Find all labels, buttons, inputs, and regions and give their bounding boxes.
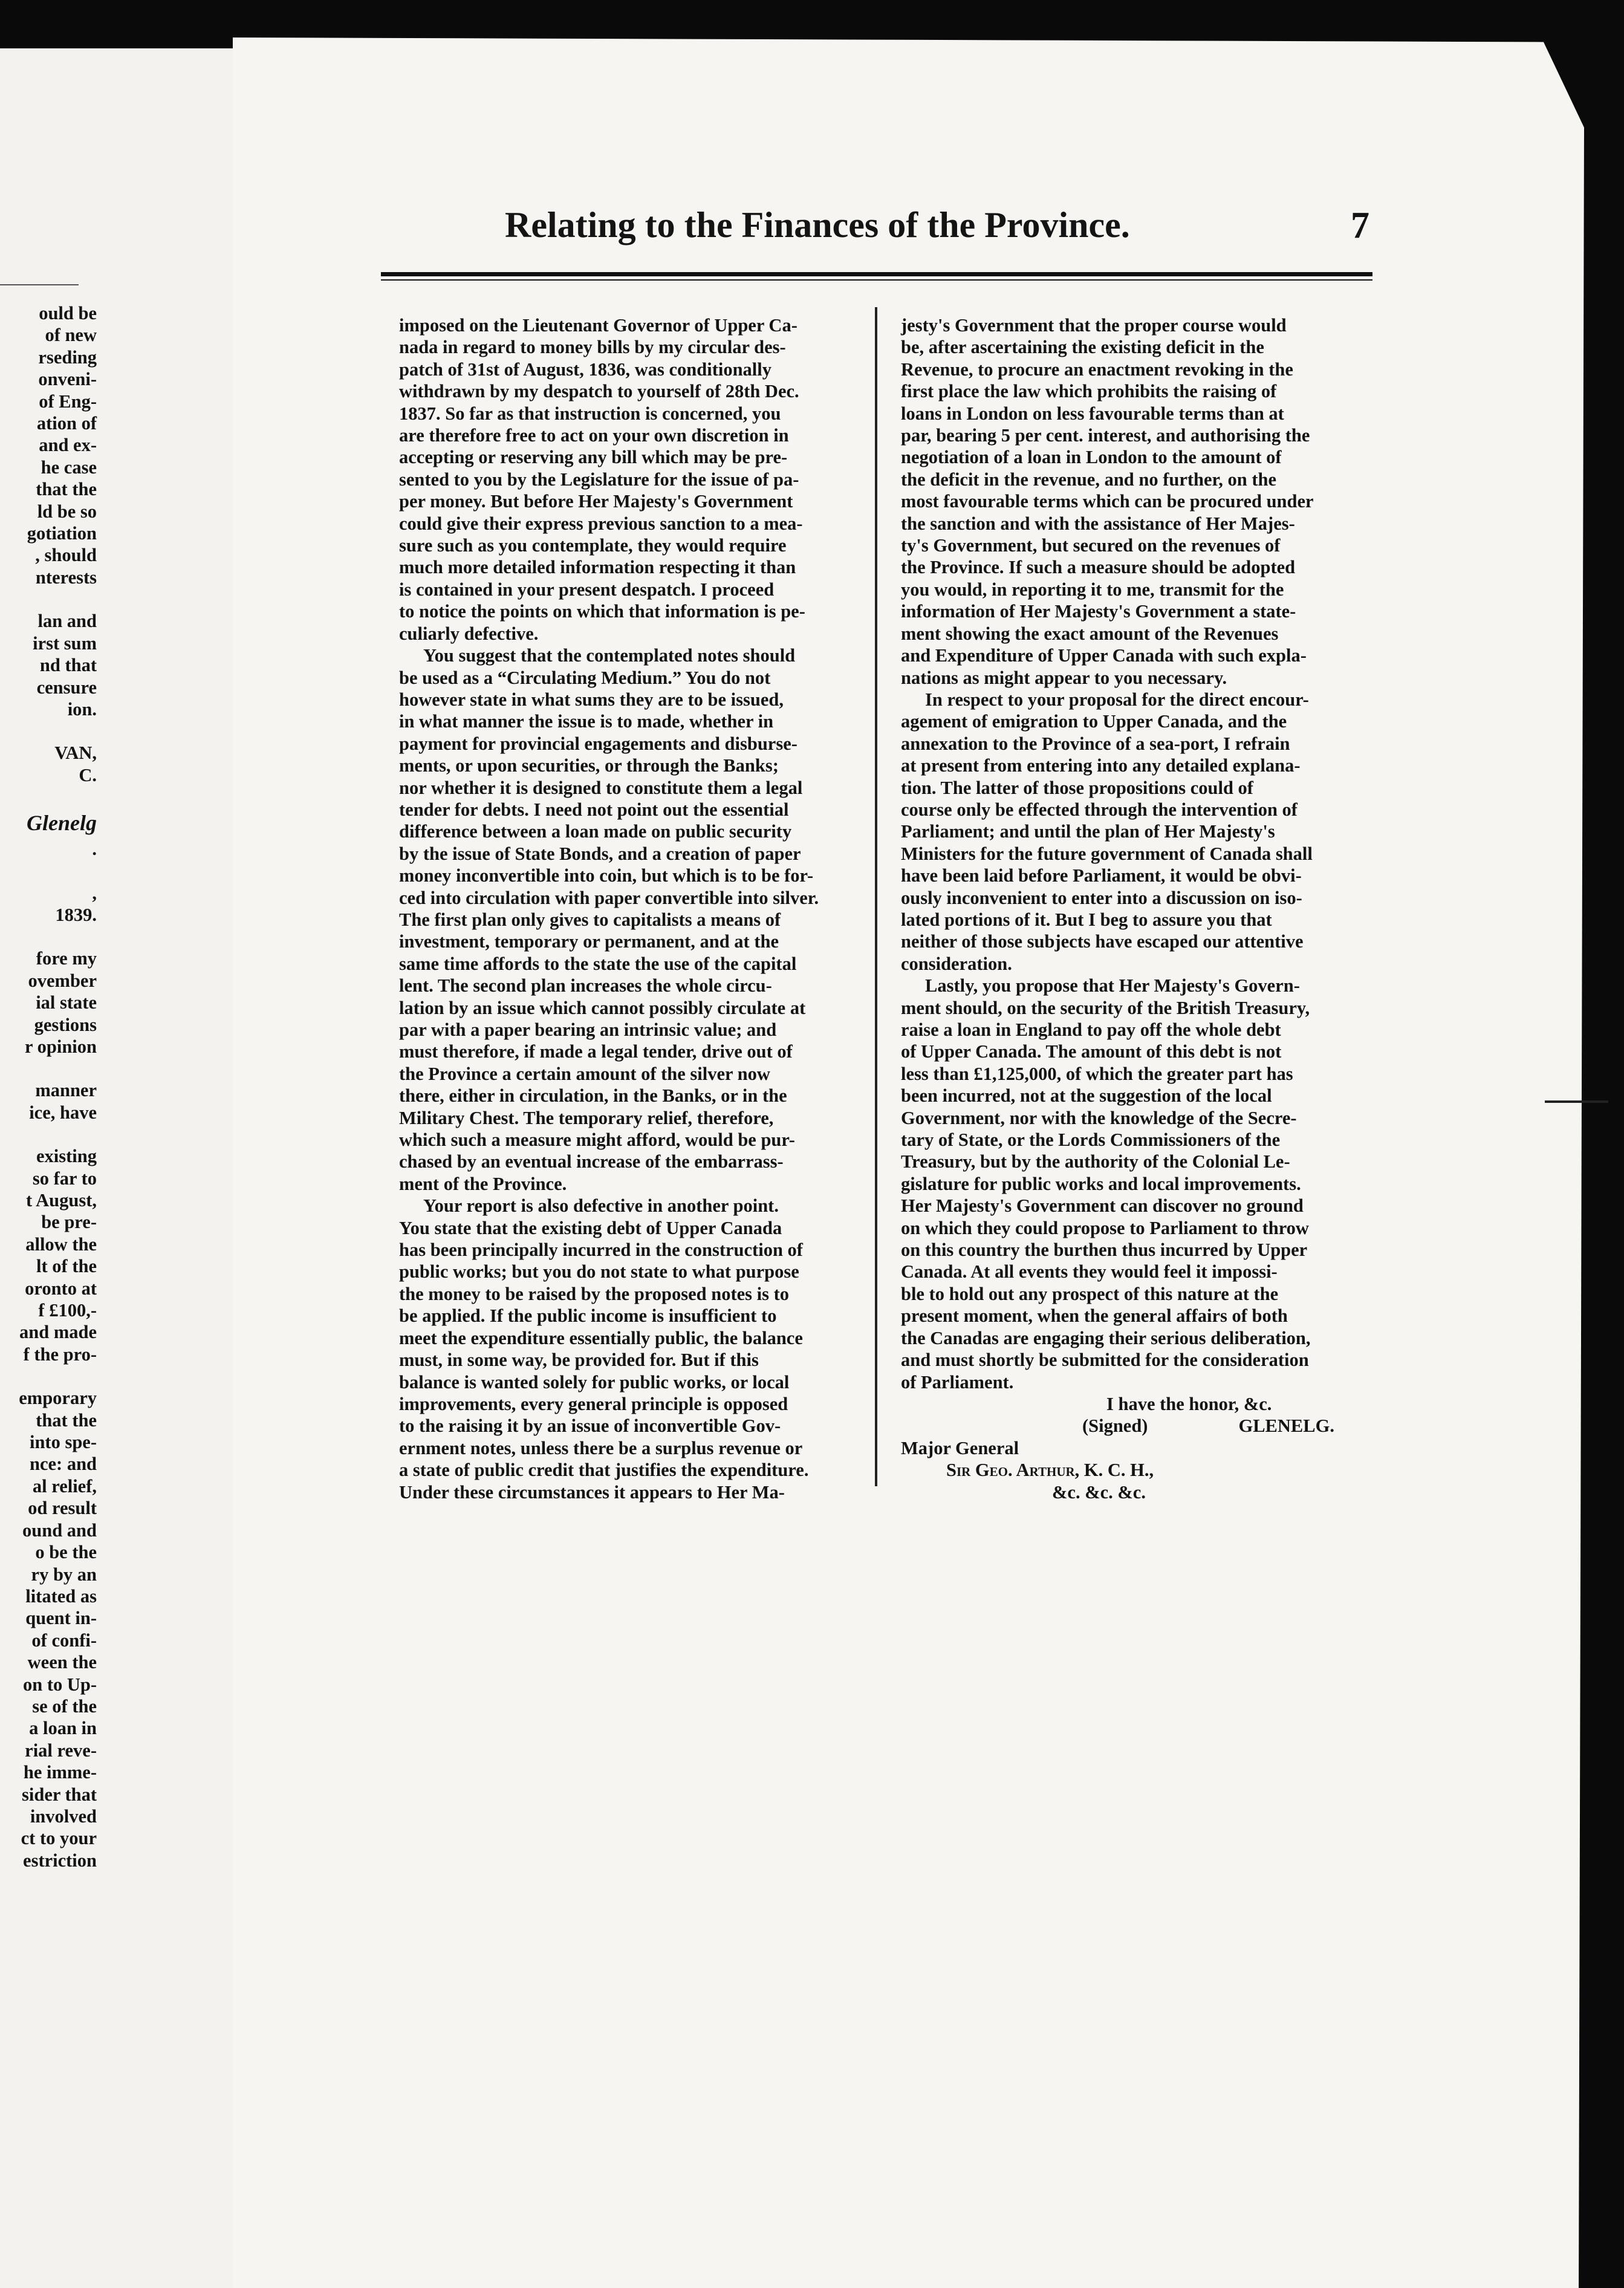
text-line: negotiation of a loan in London to the amount of (901, 447, 1282, 468)
margin-fragment: that the (36, 479, 97, 500)
text-line: in what manner the issue is to made, whether in (399, 711, 774, 732)
margin-fragment: he case (41, 457, 97, 478)
margin-fragment: of Eng- (39, 391, 97, 412)
margin-fragment: censure (36, 677, 97, 698)
text-line: You suggest that the contemplated notes should (423, 645, 796, 666)
text-line: ernment notes, unless there be a surplus revenue or (399, 1437, 803, 1458)
text-line: Ministers for the future government of Canada shall (901, 843, 1313, 864)
text-line: ble to hold out any prospect of this nature at the (901, 1283, 1279, 1304)
margin-fragment: ween the (27, 1652, 97, 1673)
margin-fragment: quent in- (25, 1608, 97, 1629)
margin-fragment (0, 720, 97, 742)
signed-line (901, 1415, 1359, 1437)
text-line: culiarly defective. (399, 623, 539, 644)
text-line: be used as a “Circulating Medium.” You do not (399, 667, 771, 688)
page-crease (1545, 1100, 1608, 1103)
text-line: which such a measure might afford, would be pur- (399, 1129, 795, 1151)
text-line: consideration. (901, 953, 1012, 974)
margin-fragment: nd that (39, 655, 97, 676)
text-line: money inconvertible into coin, but which is to be for- (399, 865, 814, 886)
text-line: gislature for public works and local improvements. (901, 1173, 1301, 1194)
text-line: and must shortly be submitted for the consideration (901, 1350, 1309, 1371)
text-line: are therefore free to act on your own discretion in (399, 425, 789, 446)
margin-fragment: ion. (67, 698, 97, 720)
margin-fragment: so far to (32, 1168, 97, 1189)
margin-fragment: he imme- (23, 1762, 97, 1783)
text-line: nor whether it is designed to constitute them a legal (399, 777, 803, 798)
text-line: sented to you by the Legislature for the issue of pa- (399, 469, 799, 490)
text-line: tary of State, or the Lords Commissioners of the (901, 1129, 1281, 1151)
margin-fragment (0, 588, 97, 610)
text-line: Parliament; and until the plan of Her Majesty's (901, 821, 1275, 842)
text-line: present moment, when the general affairs of both (901, 1305, 1288, 1327)
text-line: Canada. At all events they would feel it impossi- (901, 1261, 1278, 1282)
margin-fragment: allow the (25, 1233, 97, 1255)
header-rule-thick (381, 272, 1372, 276)
text-line: investment, temporary or permanent, and at the (399, 931, 779, 952)
text-line: par, bearing 5 per cent. interest, and authorising the (901, 425, 1310, 446)
text-line: you would, in reporting it to me, transmit for the (901, 579, 1284, 600)
text-line: must therefore, if made a legal tender, drive out of (399, 1041, 793, 1062)
text-line: agement of emigration to Upper Canada, and the (901, 711, 1287, 732)
margin-fragment: Glenelg (27, 811, 97, 836)
text-line: the Province. If such a measure should be adopted (901, 557, 1296, 578)
text-line: Revenue, to procure an enactment revoking in the (901, 359, 1293, 380)
text-line: ment showing the exact amount of the Revenues (901, 623, 1279, 644)
text-line: however state in what sums they are to be issued, (399, 689, 784, 710)
text-line: there, either in circulation, in the Banks, or in the (399, 1085, 787, 1107)
margin-fragment: a loan in (29, 1718, 97, 1739)
page-header (505, 204, 1369, 265)
text-line: be, after ascertaining the existing deficit in the (901, 337, 1264, 358)
text-line: Military Chest. The temporary relief, therefore, (399, 1107, 774, 1128)
margin-fragment: al relief, (32, 1475, 97, 1497)
margin-fragment: of new (45, 325, 97, 346)
margin-fragment: gotiation (27, 523, 97, 544)
text-line: tion. The latter of those propositions could of (901, 777, 1253, 798)
addressee-line-2: Sir Geo. Arthur, K. C. H., (946, 1460, 1154, 1481)
margin-fragment (0, 1365, 97, 1387)
text-line: In respect to your proposal for the direct encour- (925, 689, 1309, 710)
text-line: on which they could propose to Parliament to throw (901, 1217, 1309, 1238)
margin-fragment: ice, have (29, 1102, 97, 1123)
text-line: par with a paper bearing an intrinsic value; and (399, 1019, 777, 1040)
text-line: first place the law which prohibits the raising of (901, 381, 1277, 402)
text-line: less than £1,125,000, of which the greater part has (901, 1063, 1293, 1084)
text-line: to the raising it by an issue of inconvertible Gov- (399, 1415, 781, 1437)
margin-fragment: that the (36, 1409, 97, 1431)
text-line: of Upper Canada. The amount of this debt is not (901, 1041, 1282, 1062)
margin-fragment: gestions (34, 1014, 97, 1035)
text-line: must, in some way, be provided for. But if this (399, 1350, 759, 1371)
text-line: the Canadas are engaging their serious deliberation, (901, 1327, 1311, 1348)
header-rule-thin (381, 279, 1372, 281)
margin-fragment: be pre- (41, 1212, 97, 1233)
signatory-name: GLENELG. (1238, 1415, 1334, 1437)
margin-fragment (0, 786, 97, 808)
text-line: Treasury, but by the authority of the Colonial Le- (901, 1151, 1290, 1172)
margin-fragment: sider that (22, 1784, 97, 1805)
text-line: of Parliament. (901, 1371, 1014, 1393)
addressee-line-3: &c. &c. &c. (1052, 1481, 1146, 1503)
margin-fragment: ovember (28, 970, 97, 991)
text-line: ously inconvenient to enter into a discussion on iso- (901, 887, 1302, 908)
signed-label: (Signed) (1082, 1415, 1148, 1437)
text-line: raise a loan in England to pay off the whole debt (901, 1019, 1281, 1040)
text-line: has been principally incurred in the construction of (399, 1240, 803, 1261)
text-line: Your report is also defective in another point. (423, 1195, 779, 1217)
margin-fragment: involved (30, 1805, 97, 1827)
left-page-rule (0, 284, 79, 285)
margin-fragment: emporary (19, 1388, 97, 1409)
margin-fragment: rseding (38, 346, 97, 368)
text-line: balance is wanted solely for public works, or local (399, 1371, 790, 1393)
text-line: Under these circumstances it appears to Her Ma- (399, 1481, 785, 1503)
margin-fragment: r opinion (25, 1036, 97, 1057)
margin-fragment: ial state (36, 992, 97, 1013)
text-line: at present from entering into any detailed explana- (901, 755, 1301, 776)
margin-fragment: . (92, 839, 97, 860)
margin-fragment: manner (35, 1080, 97, 1101)
text-line: neither of those subjects have escaped our attentive (901, 931, 1304, 952)
text-line: on this country the burthen thus incurred by Upper (901, 1240, 1308, 1261)
text-line: ced into circulation with paper convertible into silver. (399, 887, 819, 908)
margin-fragment: f £100,- (38, 1300, 97, 1321)
margin-fragment: , should (35, 545, 97, 566)
signature-block (901, 1393, 1359, 1503)
text-line: accepting or reserving any bill which may be pre- (399, 447, 788, 468)
margin-fragment: ct to your (21, 1828, 97, 1849)
right-text-column (901, 314, 1359, 1503)
margin-fragment: litated as (25, 1585, 97, 1607)
margin-fragment: se of the (32, 1695, 97, 1717)
text-line: meet the expenditure essentially public, the balance (399, 1327, 803, 1348)
text-line: nada in regard to money bills by my circular des- (399, 337, 786, 358)
margin-fragment (0, 926, 97, 947)
text-line: to notice the points on which that information is pe- (399, 601, 805, 622)
text-line: lent. The second plan increases the whole circu- (399, 975, 772, 996)
margin-fragment: od result (28, 1498, 97, 1519)
margin-fragment: irst sum (33, 632, 97, 654)
margin-fragment: VAN, (54, 743, 97, 764)
text-line: could give their express previous sanction to a mea- (399, 513, 803, 534)
text-line: loans in London on less favourable terms than at (901, 403, 1284, 424)
text-line: imposed on the Lieutenant Governor of Upper Ca- (399, 315, 797, 336)
margin-fragment: of confi- (31, 1630, 97, 1651)
text-line: information of Her Majesty's Government a state- (901, 601, 1296, 622)
left-page-text-fragments (0, 302, 97, 1871)
text-line: the sanction and with the assistance of Her Majes- (901, 513, 1295, 534)
text-line: improvements, every general principle is opposed (399, 1393, 788, 1414)
right-column-body (901, 314, 1359, 1393)
margin-fragment: lt of the (36, 1256, 97, 1277)
margin-fragment: and ex- (39, 435, 97, 456)
text-line: the money to be raised by the proposed notes is to (399, 1283, 790, 1304)
text-line: public works; but you do not state to what purpose (399, 1261, 799, 1282)
text-line: lation by an issue which cannot possibly circulate at (399, 997, 806, 1018)
text-line: chased by an eventual increase of the embarrass- (399, 1151, 784, 1172)
margin-fragment: f the pro- (23, 1344, 97, 1365)
text-line: by the issue of State Bonds, and a creation of paper (399, 843, 801, 864)
text-line: withdrawn by my despatch to yourself of 28th Dec. (399, 381, 799, 402)
margin-fragment: fore my (36, 948, 97, 969)
text-line: been incurred, not at the suggestion of the local (901, 1085, 1272, 1107)
text-line: ment of the Province. (399, 1173, 567, 1194)
text-line: lated portions of it. But I beg to assure you that (901, 909, 1272, 930)
margin-fragment: t August, (26, 1190, 97, 1211)
margin-fragment: onveni- (38, 369, 97, 390)
text-line: payment for provincial engagements and disburse- (399, 733, 797, 754)
margin-fragment: on to Up- (22, 1674, 97, 1695)
text-line: be applied. If the public income is insufficient to (399, 1305, 777, 1327)
margin-fragment (0, 1058, 97, 1079)
text-line: Government, nor with the knowledge of the Secre- (901, 1107, 1297, 1128)
margin-fragment: C. (79, 764, 97, 785)
text-line: patch of 31st of August, 1836, was conditionally (399, 359, 772, 380)
margin-fragment: ry by an (31, 1564, 97, 1585)
closing-line: I have the honor, &c. (1106, 1393, 1272, 1414)
text-line: a state of public credit that justifies the expenditure. (399, 1460, 809, 1481)
margin-fragment (0, 1123, 97, 1145)
text-line: difference between a loan made on public security (399, 821, 792, 842)
text-line: Lastly, you propose that Her Majesty's Govern- (925, 975, 1300, 996)
text-line: ments, or upon securities, or through the Banks; (399, 755, 779, 776)
text-line: The first plan only gives to capitalists a means of (399, 909, 781, 930)
margin-fragment: o be the (35, 1542, 97, 1563)
text-line: 1837. So far as that instruction is concerned, you (399, 403, 781, 424)
margin-fragment: ound and (22, 1519, 97, 1541)
text-line: tender for debts. I need not point out the essential (399, 799, 789, 820)
margin-fragment: and made (19, 1322, 97, 1343)
text-line: the deficit in the revenue, and no further, on the (901, 469, 1277, 490)
text-line: sure such as you contemplate, they would require (399, 535, 787, 556)
text-line: and Expenditure of Upper Canada with such expla- (901, 645, 1307, 666)
column-divider (875, 307, 877, 1486)
left-text-column (399, 314, 857, 1503)
text-line: annexation to the Province of a sea-port, I refrain (901, 733, 1290, 754)
margin-fragment: ld be so (37, 501, 97, 522)
page-number: 7 (1351, 205, 1369, 246)
text-line: much more detailed information respecting it than (399, 557, 796, 578)
text-line: jesty's Government that the proper course would (901, 315, 1287, 336)
text-line: have been laid before Parliament, it would be obvi- (901, 865, 1302, 886)
margin-fragment: nce: and (30, 1454, 97, 1475)
margin-fragment: ation of (36, 413, 97, 434)
margin-fragment: existing (36, 1146, 97, 1167)
text-line: same time affords to the state the use of the capital (399, 953, 797, 974)
text-line: You state that the existing debt of Upper Canada (399, 1217, 782, 1238)
text-line: per money. But before Her Majesty's Government (399, 491, 793, 512)
margin-fragment: lan and (37, 611, 97, 632)
text-line: ty's Government, but secured on the revenues of (901, 535, 1281, 556)
running-title: Relating to the Finances of the Province. (505, 205, 1130, 245)
text-line: most favourable terms which can be procured under (901, 491, 1314, 512)
text-line: Her Majesty's Government can discover no ground (901, 1195, 1304, 1217)
text-line: is contained in your present despatch. I proceed (399, 579, 775, 600)
margin-fragment: oronto at (25, 1278, 97, 1299)
addressee-line-1: Major General (901, 1437, 1019, 1458)
text-line: the Province a certain amount of the silver now (399, 1063, 770, 1084)
text-line: nations as might appear to you necessary. (901, 667, 1227, 688)
margin-fragment (0, 860, 97, 882)
margin-fragment: 1839. (55, 904, 97, 925)
text-line: course only be effected through the intervention of (901, 799, 1298, 820)
margin-fragment: rial reve- (25, 1740, 97, 1761)
margin-fragment: nterests (35, 567, 97, 588)
margin-fragment: ould be (39, 303, 97, 323)
text-line: ment should, on the security of the British Treasury, (901, 997, 1310, 1018)
margin-fragment: into spe- (30, 1432, 97, 1453)
margin-fragment: , (92, 882, 97, 903)
margin-fragment: estriction (23, 1850, 97, 1871)
